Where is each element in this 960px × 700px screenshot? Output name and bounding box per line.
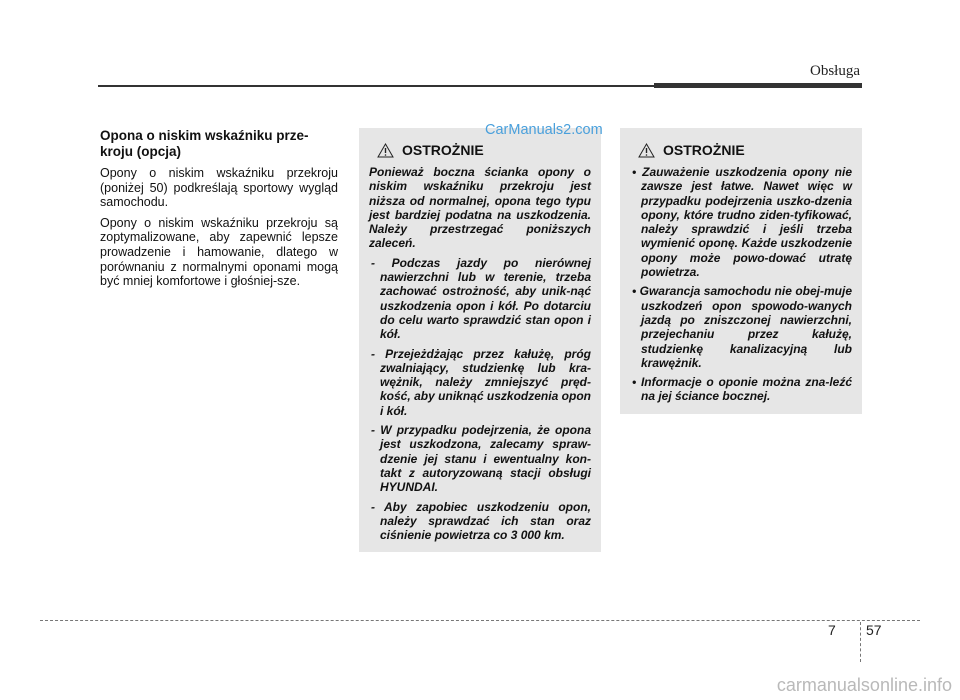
watermark-bottom: carmanualsonline.info — [776, 675, 952, 695]
paragraph: Opony o niskim wskaźniku przekroju są zoptymalizowane, aby zapewnić lepsze prowadzenie i hamowanie, dlatego w porównaniu z normalnymi oponami mogą być mniej komfortowe i głośniej-sze. — [100, 215, 338, 289]
caution-list — [630, 165, 852, 404]
caution-title: OSTROŻNIE — [663, 142, 745, 158]
page-divider — [860, 622, 861, 662]
list-item: • Zauważenie uszkodzenia opony nie zawsze jest łatwe. Nawet więc w przypadku podejrzenia uszko-dzenia opony, które trudno ziden-tyfikować, należy sprawdzić i jeśli trzeba wymienić oponę. Każde uszkodzenie opony może powo-dować utratę powietrza. — [632, 165, 852, 280]
caution-title: OSTROŻNIE — [402, 142, 484, 158]
caution-header — [369, 142, 591, 158]
paragraph: Opony o niskim wskaźniku przekroju (poniżej 50) podkreślają sportowy wygląd samochodu. — [100, 166, 338, 210]
caution-body — [369, 165, 591, 542]
list-item: - Podczas jazdy po nierównej nawierzchni lub w terenie, trzeba zachować ostrożność, aby unik-nąć uszkodzenia opon i kół. Po dotarciu do celu warto sprawdzić stan opon i kół. — [371, 255, 591, 342]
footer-rule — [40, 620, 920, 621]
header-rule-thin — [98, 85, 654, 87]
left-column — [100, 128, 338, 295]
list-item: • Informacje o oponie można zna-leźć na jej ściance bocznej. — [632, 375, 852, 404]
watermark-top: CarManuals2.com — [485, 122, 603, 138]
caution-list — [369, 256, 591, 543]
warning-triangle-icon — [377, 143, 394, 158]
caution-box-middle — [359, 128, 601, 552]
warning-triangle-icon — [638, 143, 655, 158]
chapter-number: 7 — [828, 622, 836, 638]
section-heading: Opona o niskim wskaźniku prze-kroju (opcja) — [100, 128, 309, 159]
header-rule-thick — [654, 83, 862, 88]
caution-body — [630, 165, 852, 404]
header-section-title: Obsługa — [810, 63, 860, 79]
caution-box-right — [620, 128, 862, 414]
list-item: • Gwarancja samochodu nie obej-muje uszkodzeń opon spowodo-wanych jazdą po zniszczonej nawierzchni, przejechaniu przez kałużę, studzienkę kanalizacyjną lub krawężnik. — [632, 284, 852, 370]
list-item: - W przypadku podejrzenia, że opona jest uszkodzona, zalecamy spraw-dzenie jej stanu i ewentualny kon-takt z autoryzowaną stacji obsługi HYUNDAI. — [371, 423, 591, 495]
caution-header — [630, 142, 852, 158]
page-number: 57 — [866, 622, 882, 638]
list-item: - Przejeżdżając przez kałużę, próg zwalniający, studzienkę lub kra-wężnik, należy zmniejszyć pręd-kość, aby uniknąć uszkodzenia opon i kół. — [371, 346, 591, 418]
caution-intro: Ponieważ boczna ścianka opony o niskim wskaźniku przekroju jest niższa od normalnej, opona tego typu jest bardziej podatna na uszkodzenia. Należy przestrzegać poniższych zaleceń. — [369, 165, 591, 251]
list-item: - Aby zapobiec uszkodzeniu opon, należy sprawdzać ich stan oraz ciśnienie powietrza co 3 000 km. — [371, 499, 591, 543]
